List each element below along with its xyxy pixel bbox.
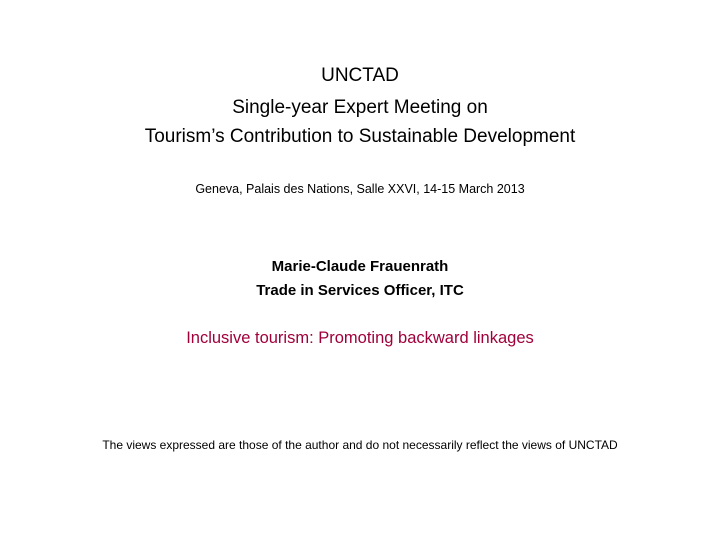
meeting-title: Single-year Expert Meeting on [232,97,488,118]
org-title: UNCTAD [321,65,399,86]
presentation-topic: Inclusive tourism: Promoting backward linkages [186,329,534,347]
speaker-name: Marie-Claude Frauenrath [271,258,449,275]
venue-date: Geneva, Palais des Nations, Salle XXVI, 14-15 March 2013 [195,182,525,196]
disclaimer: The views expressed are those of the author and do not necessarily reflect the views of UNCTAD [102,438,618,452]
meeting-subject: Tourism’s Contribution to Sustainable Development [144,126,576,147]
speaker-role: Trade in Services Officer, ITC [256,282,464,299]
